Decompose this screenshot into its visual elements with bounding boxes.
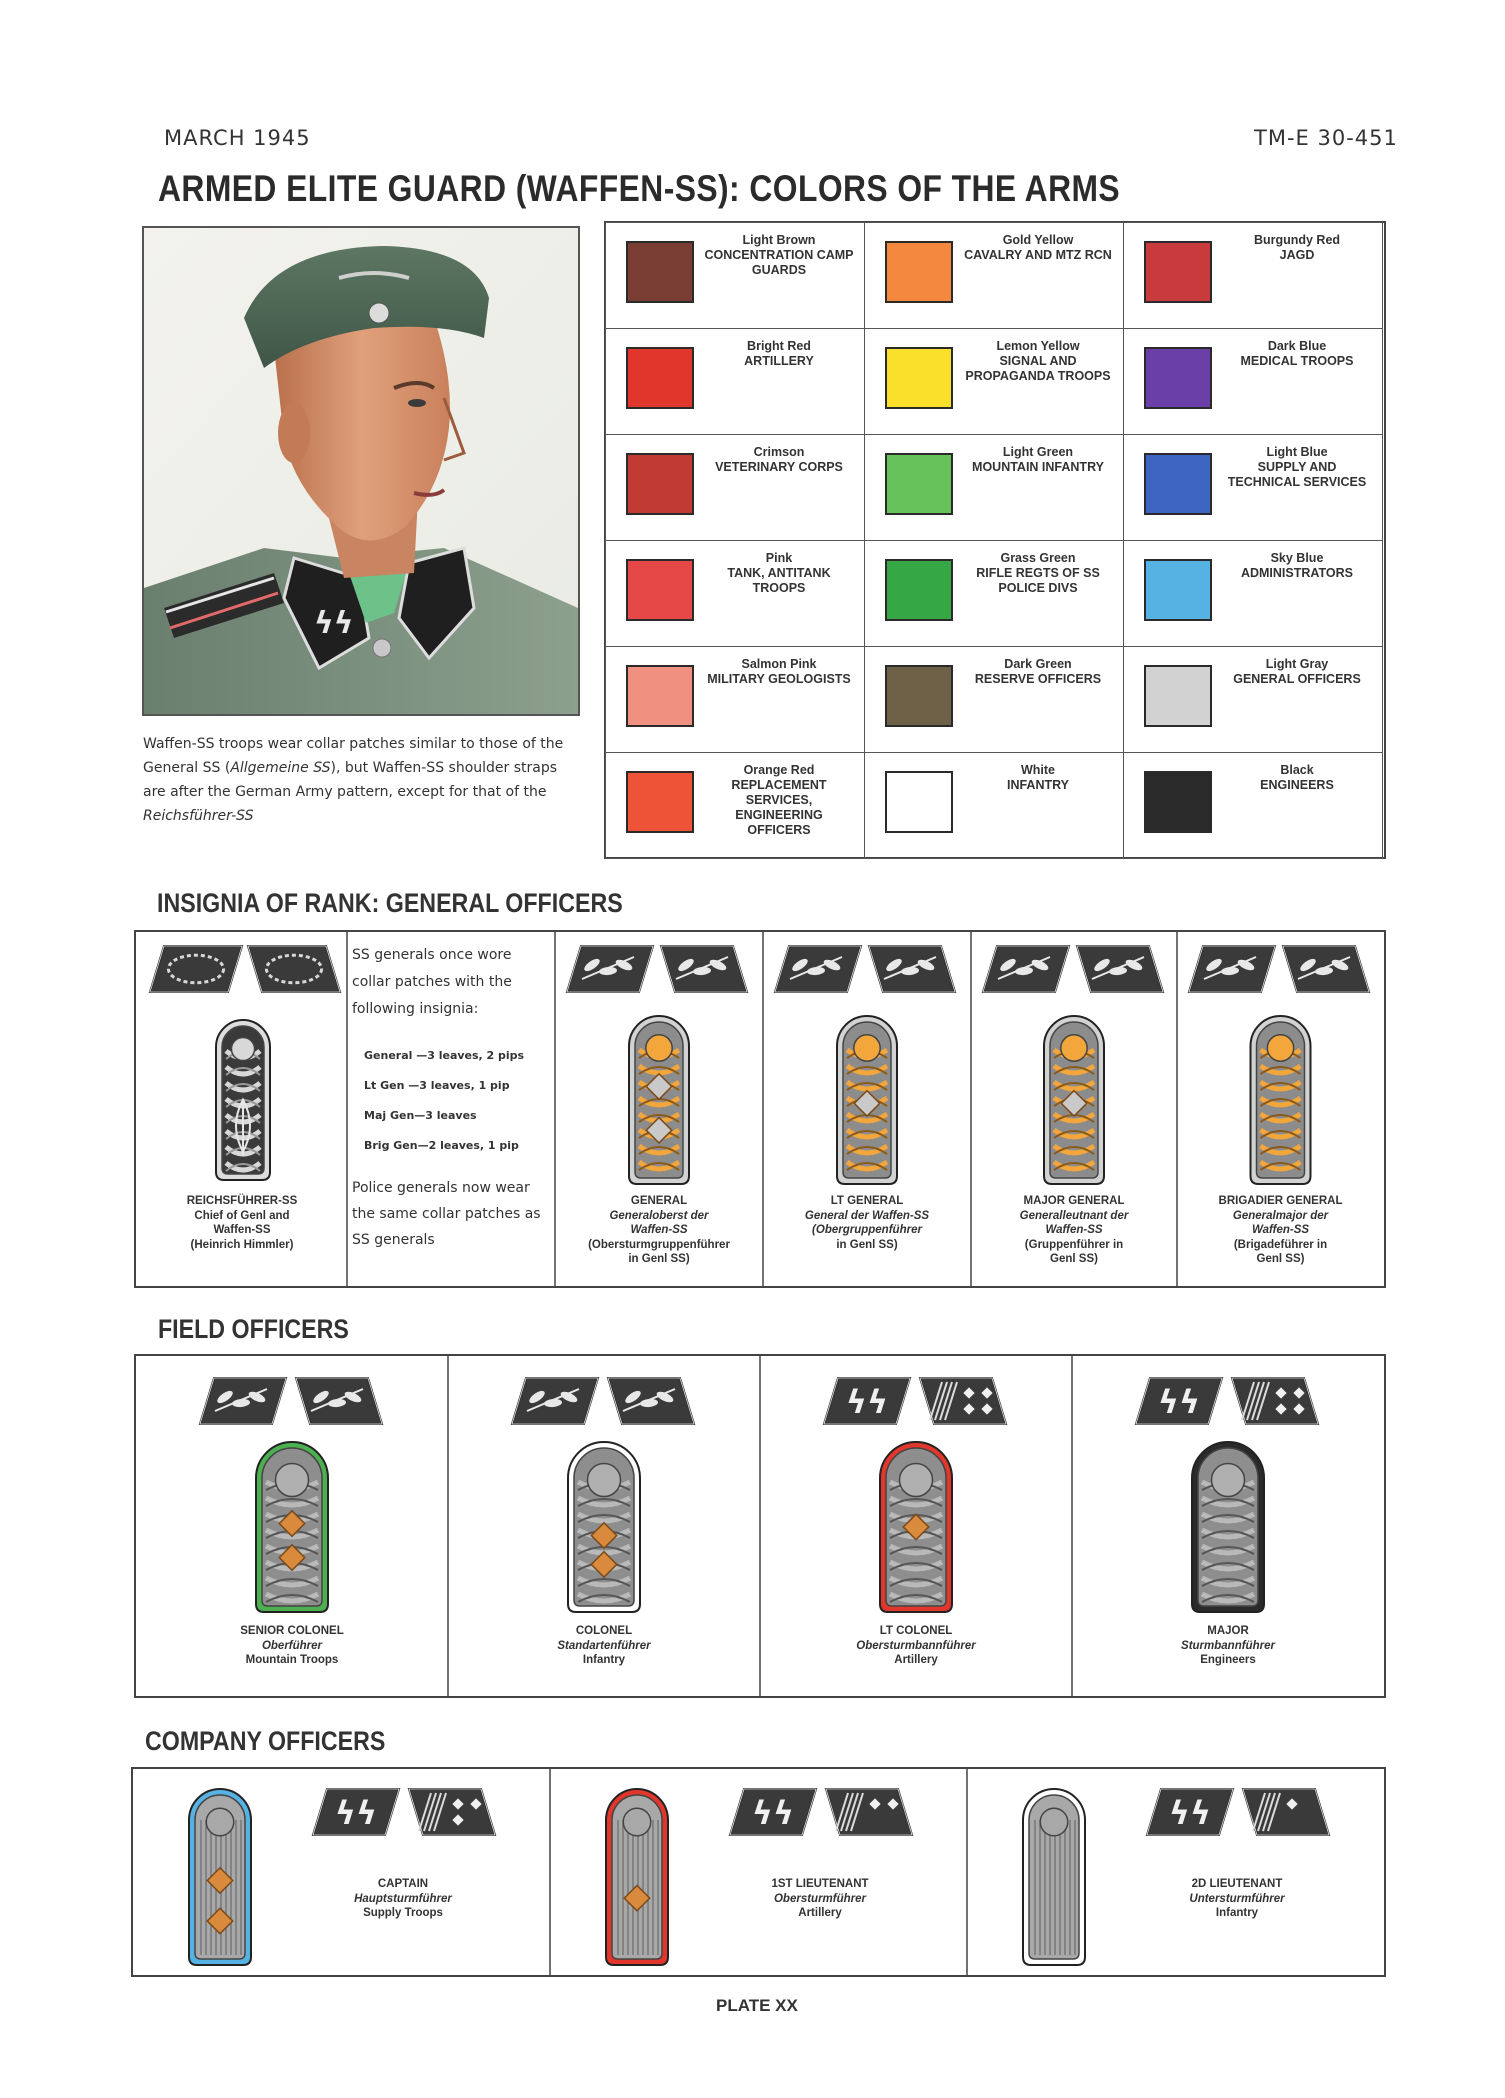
caption-text-2: ), but Waffen-SS shoulder straps are after the German Army pattern, except for that of the [143,760,558,800]
rank-label [1117,1877,1357,1921]
color-name: Crimson [753,445,805,459]
rank-label-line: Genl SS) [1050,1253,1098,1265]
color-name: Dark Green [1004,657,1072,671]
rank-label-line: (Obergruppenführer [812,1224,922,1236]
color-swatch [885,665,953,727]
rank-label-line: CAPTAIN [377,1878,429,1890]
collar-patch [512,1378,598,1424]
color-label [963,657,1113,687]
svg-text:ϟϟ: ϟϟ [751,1794,795,1832]
color-name: Light Brown [742,233,816,247]
color-label [963,763,1113,793]
collar-patch [567,946,653,992]
color-arm: GENERAL OFFICERS [1233,672,1361,686]
rank-label-line: in Genl SS) [628,1253,690,1265]
color-swatch [1144,559,1212,621]
rank-label [283,1877,523,1921]
shoulder-strap [1192,1442,1264,1612]
rank-label-line: Obersturmbannführer [856,1639,976,1652]
color-arm: ARTILLERY [744,354,814,368]
color-label [1222,551,1372,581]
collar-patch [869,946,955,992]
color-cell [1123,222,1383,329]
company-officers-panel [131,1767,1386,1977]
color-name: Light Green [1002,445,1074,459]
color-name: Black [1280,763,1314,777]
color-swatch [626,241,694,303]
rank-label-line: Infantry [1215,1907,1259,1919]
color-cell [605,540,865,647]
rank-label-line: Infantry [582,1654,626,1666]
shoulder-strap [880,1442,952,1612]
svg-text:ϟϟ: ϟϟ [1157,1383,1201,1421]
rank-label-line: Mountain Troops [245,1654,339,1666]
color-swatch [885,241,953,303]
color-label [704,339,854,369]
rank-label-line: Untersturmführer [1189,1892,1285,1905]
collar-patch [150,946,242,992]
rank-label-line: 1ST LIEUTENANT [771,1878,869,1890]
general-officers-panel [134,930,1386,1288]
color-arm: ADMINISTRATORS [1240,566,1354,580]
color-label [963,445,1113,475]
collar-patch [296,1378,382,1424]
color-swatch [1144,241,1212,303]
rank-label-line: Chief of Genl and [194,1209,290,1222]
rank-label-line: Obersturmführer [773,1892,867,1905]
color-label [1222,339,1372,369]
rank-label-line: SENIOR COLONEL [240,1625,344,1637]
shoulder-strap [1044,1016,1104,1184]
collar-patch [1232,1378,1318,1424]
color-label [963,233,1113,263]
rank-label-line: MAJOR [1207,1625,1249,1637]
color-cell [1123,646,1383,753]
rank-label-line: Waffen-SS [213,1224,271,1236]
color-name: Dark Blue [1267,339,1327,353]
field-officers-panel [134,1354,1386,1698]
color-cell [864,646,1124,753]
rank-label [766,1624,1066,1668]
collar-patch [826,1789,912,1835]
color-label [1222,657,1372,687]
caption-text-1: Waffen-SS troops wear collar patches similar to those of the General SS ( [143,736,564,776]
color-label [1222,763,1372,793]
color-swatch [626,559,694,621]
color-cell [1123,434,1383,541]
color-cell [864,540,1124,647]
shoulder-strap [1251,1016,1311,1184]
rank-label-line: COLONEL [575,1625,633,1637]
shoulder-strap [256,1442,328,1612]
rank-label-line: GENERAL [630,1195,688,1207]
general-officers-note [352,942,550,1253]
collar-patch [1147,1789,1233,1835]
document-id: TM-E 30-451 [1254,126,1398,150]
collar-patch [1243,1789,1329,1835]
rank-label-line: LT COLONEL [879,1625,953,1637]
color-swatch [1144,771,1212,833]
rank-label-line: MAJOR GENERAL [1023,1195,1125,1207]
color-name: Pink [765,551,793,565]
collar-patch [1189,946,1275,992]
collar-patch [730,1789,816,1835]
color-swatch [885,559,953,621]
rank-label-line: (Obersturmgruppenführer [588,1238,730,1251]
collar-patch [920,1378,1006,1424]
note-list-item: Brig Gen—2 leaves, 1 pip [364,1139,519,1152]
collar-patch [775,946,861,992]
shoulder-strap [606,1789,668,1965]
rank-label-line: Waffen-SS [1045,1224,1103,1236]
color-swatch [626,347,694,409]
shoulder-strap [189,1789,251,1965]
color-arm: ENGINEERS [1260,778,1334,792]
color-label [704,445,854,475]
color-cell [1123,328,1383,435]
rank-label [1181,1194,1380,1267]
rank-label-line: Artillery [798,1907,842,1919]
shoulder-strap [837,1016,897,1184]
rank-label-line: Oberführer [261,1639,323,1652]
note-intro: SS generals once wore collar patches with the following insignia: [352,947,512,1017]
page-title: ARMED ELITE GUARD (WAFFEN-SS): COLORS OF THE ARMS [158,168,1121,209]
rank-label-line: Waffen-SS [1251,1224,1310,1236]
rank-label [1078,1624,1378,1668]
collar-patch [409,1789,495,1835]
color-arm: SUPPLY AND TECHNICAL SERVICES [1227,460,1367,489]
collar-patch [248,946,340,992]
collar-patch [824,1378,910,1424]
svg-text:ϟϟ: ϟϟ [334,1794,378,1832]
rank-label-line: in Genl SS) [836,1238,898,1251]
section-title-general-officers: INSIGNIA OF RANK: GENERAL OFFICERS [157,888,623,918]
color-arm: MEDICAL TROOPS [1240,354,1354,368]
caption-italic-2: Reichsführer-SS [143,808,254,824]
color-label [1222,233,1372,263]
collar-patch [1077,946,1163,992]
rank-label-line: Generaloberst der [609,1209,709,1222]
color-label [704,657,854,687]
rank-label-line: General der Waffen-SS [804,1209,930,1222]
color-swatch [1144,665,1212,727]
section-title-field-officers: FIELD OFFICERS [158,1314,349,1344]
rank-label [140,1194,344,1252]
shoulder-strap [629,1016,689,1184]
svg-text:ϟϟ: ϟϟ [1168,1794,1212,1832]
svg-text:ϟϟ: ϟϟ [845,1383,889,1421]
color-cell [605,434,865,541]
color-arm: MOUNTAIN INFANTRY [972,460,1104,474]
note-list-item: General —3 leaves, 2 pips [364,1049,525,1062]
color-swatch [885,771,953,833]
note-list-item: Maj Gen—3 leaves [364,1109,477,1122]
color-swatch [885,347,953,409]
collar-patch [983,946,1069,992]
color-label [963,339,1113,384]
color-arm: RIFLE REGTS OF SS POLICE DIVS [976,566,1100,595]
rank-label-line: Waffen-SS [630,1224,688,1236]
shoulder-strap [1023,1789,1085,1965]
color-cell [864,222,1124,329]
color-name: Burgundy Red [1253,233,1341,247]
rank-label-line: Genl SS) [1256,1253,1305,1265]
date-header: MARCH 1945 [164,126,311,150]
color-label [963,551,1113,596]
collar-patch [608,1378,694,1424]
note-outro: Police generals now wear the same collar patches as SS generals [352,1180,541,1248]
color-swatch [1144,347,1212,409]
rank-label [559,1194,759,1267]
color-arm: RESERVE OFFICERS [974,672,1102,686]
rank-label-line: (Gruppenführer in [1024,1238,1124,1251]
color-name: Gold Yellow [1002,233,1074,247]
color-cell [605,328,865,435]
rank-label [142,1624,442,1668]
collar-patch [1283,946,1369,992]
rank-label-line: LT GENERAL [830,1195,904,1207]
color-name: Light Blue [1266,445,1328,459]
plate-number: PLATE XX [716,1996,798,2015]
color-cell [605,222,865,329]
color-label [704,763,854,838]
color-arm: TANK, ANTITANK TROOPS [727,566,831,595]
color-label [1222,445,1372,490]
color-swatch [885,453,953,515]
company-officers-art [133,1769,1384,1975]
color-arm: REPLACEMENT SERVICES, ENGINEERING OFFICERS [731,778,827,837]
color-name: Grass Green [1000,551,1076,565]
shoulder-strap [568,1442,640,1612]
portrait-caption [143,732,575,828]
rank-label-line: Generalleutnant der [1019,1209,1129,1222]
color-cell [1123,540,1383,647]
rank-label [767,1194,967,1252]
color-swatch [626,665,694,727]
color-cell [864,328,1124,435]
color-cell [605,752,865,859]
color-arm: SIGNAL AND PROPAGANDA TROOPS [965,354,1111,383]
rank-label [700,1877,940,1921]
note-list [352,1041,550,1161]
color-arm: CONCENTRATION CAMP GUARDS [704,248,854,277]
color-name: Light Gray [1265,657,1329,671]
rank-label-line: BRIGADIER GENERAL [1218,1195,1343,1207]
color-label [704,233,854,278]
rank-label-line: Hauptsturmführer [354,1892,452,1905]
shoulder-strap [216,1020,270,1180]
color-arm: JAGD [1279,248,1315,262]
color-swatch [626,453,694,515]
color-name: Sky Blue [1270,551,1324,565]
color-name: Orange Red [743,763,815,777]
note-list-item: Lt Gen —3 leaves, 1 pip [364,1079,510,1092]
soldier-portrait [142,226,580,716]
collar-patch [313,1789,399,1835]
section-title-company-officers: COMPANY OFFICERS [145,1726,386,1756]
color-name: Bright Red [747,339,811,353]
color-arm: VETERINARY CORPS [715,460,843,474]
color-cell [864,434,1124,541]
rank-label-line: Supply Troops [363,1907,443,1919]
color-name: White [1020,763,1056,777]
rank-label-line: Standartenführer [557,1639,651,1652]
rank-label-line: Sturmbannführer [1181,1639,1275,1652]
color-name: Lemon Yellow [996,339,1080,353]
rank-label-line: (Heinrich Himmler) [190,1238,294,1251]
color-name: Salmon Pink [741,657,817,671]
collar-patch [1136,1378,1222,1424]
svg-text:ϟϟ: ϟϟ [314,606,354,641]
collar-patch [661,946,747,992]
color-swatch [1144,453,1212,515]
rank-label [975,1194,1173,1267]
rank-label-line: Generalmajor der [1232,1209,1329,1222]
rank-label-line: 2D LIEUTENANT [1191,1878,1283,1890]
rank-label-line: Artillery [894,1654,938,1666]
color-cell [1123,752,1383,859]
rank-label-line: Engineers [1200,1654,1256,1666]
color-swatch [626,771,694,833]
caption-italic-1: Allgemeine SS [230,760,331,776]
color-label [704,551,854,596]
color-arm: MILITARY GEOLOGISTS [707,672,851,686]
color-cell [864,752,1124,859]
rank-label-line: (Brigadeführer in [1233,1238,1328,1251]
collar-patch [200,1378,286,1424]
rank-label [454,1624,754,1668]
rank-label-line: REICHSFÜHRER-SS [186,1195,298,1207]
colors-of-arms-grid [604,221,1386,859]
color-arm: CAVALRY AND MTZ RCN [964,248,1112,262]
color-arm: INFANTRY [1006,778,1070,792]
color-cell [605,646,865,753]
